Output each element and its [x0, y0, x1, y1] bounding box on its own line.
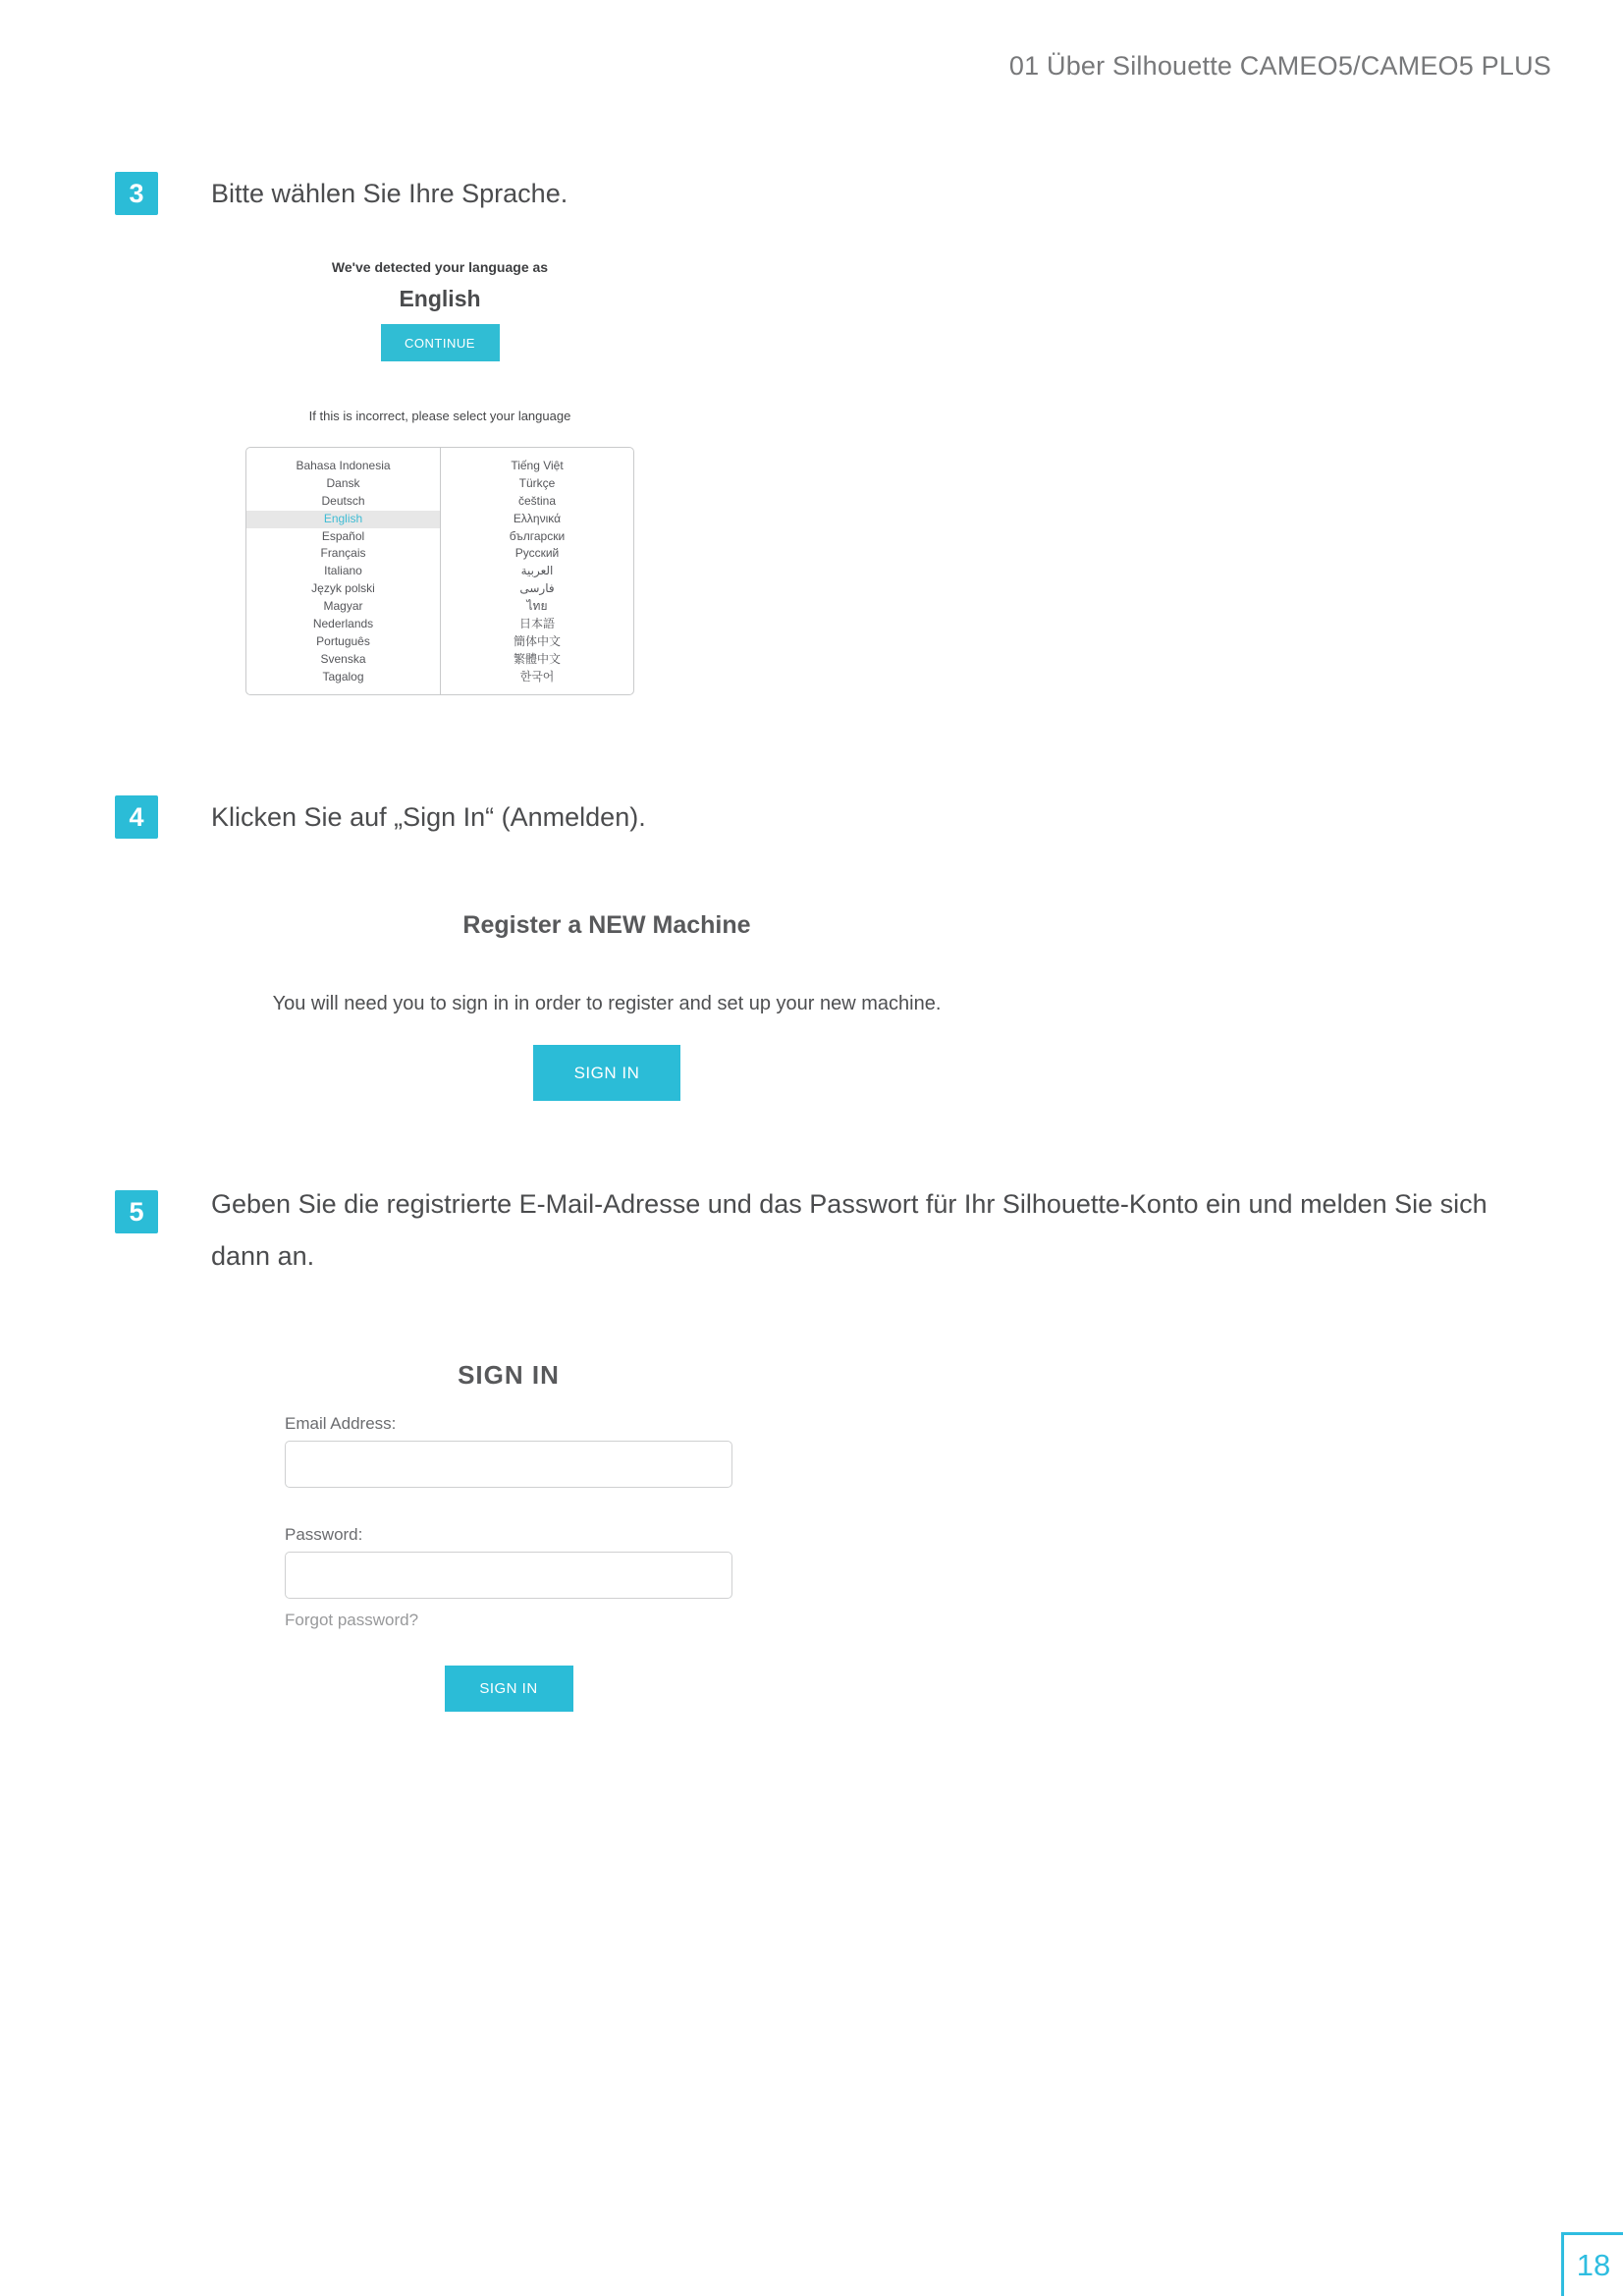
language-option[interactable]: فارسی [519, 581, 555, 596]
register-sign-in-button[interactable]: SIGN IN [533, 1045, 680, 1101]
signin-form-screenshot [285, 1360, 732, 1712]
email-field[interactable] [285, 1441, 732, 1488]
language-option[interactable]: Français [320, 546, 366, 561]
continue-button[interactable]: CONTINUE [381, 324, 500, 361]
step-3-badge: 3 [115, 172, 158, 215]
forgot-password-link[interactable]: Forgot password? [285, 1611, 419, 1629]
language-option[interactable]: Русский [514, 546, 560, 561]
language-column-right [440, 448, 633, 694]
email-label: Email Address: [285, 1414, 397, 1433]
language-option[interactable]: čeština [517, 493, 557, 508]
chapter-header: 01 Über Silhouette CAMEO5/CAMEO5 PLUS [1008, 51, 1551, 81]
language-option[interactable]: Tiếng Việt [511, 459, 564, 472]
language-option[interactable]: Język polski [311, 581, 375, 596]
register-title: Register a NEW Machine [462, 911, 751, 939]
incorrect-language-note: If this is incorrect, please select your language [308, 409, 571, 423]
password-label: Password: [285, 1525, 363, 1544]
register-subtitle: You will need you to sign in in order to register and set up your new machine. [272, 993, 942, 1014]
language-option[interactable]: български [509, 528, 566, 543]
language-option[interactable]: 繁體中文 [513, 651, 561, 666]
language-option[interactable]: Türkçe [518, 475, 556, 490]
language-option[interactable]: 日本語 [518, 617, 555, 631]
form-sign-in-button[interactable]: SIGN IN [445, 1666, 573, 1712]
detected-language-label: We've detected your language as [331, 259, 549, 275]
language-option[interactable]: Ελληνικά [513, 511, 562, 525]
step-4-instruction: Klicken Sie auf „Sign In“ (Anmelden). [211, 802, 646, 832]
language-option[interactable]: Deutsch [321, 493, 365, 508]
step-5-badge: 5 [115, 1190, 158, 1233]
language-option[interactable]: 簡体中文 [513, 633, 561, 648]
language-option[interactable]: English [246, 511, 440, 528]
language-option[interactable]: Svenska [320, 651, 366, 666]
page-number: 18 [1576, 2248, 1611, 2282]
detected-language-name: English [399, 286, 481, 311]
step-4-badge: 4 [115, 795, 158, 839]
language-option[interactable]: Português [316, 633, 370, 648]
step-3-instruction: Bitte wählen Sie Ihre Sprache. [211, 179, 568, 208]
language-dialog-screenshot [245, 259, 634, 695]
language-option[interactable]: ไทย [526, 599, 548, 614]
password-field[interactable] [285, 1552, 732, 1599]
page-number-frame [1561, 2232, 1623, 2296]
language-column-left [246, 448, 440, 694]
language-option[interactable]: Italiano [324, 564, 362, 578]
language-option[interactable]: Nederlands [312, 617, 374, 631]
signin-form-title: SIGN IN [458, 1360, 560, 1390]
language-option[interactable]: Español [321, 528, 365, 543]
language-option[interactable]: 한국어 [519, 669, 555, 683]
language-option[interactable]: Magyar [323, 599, 363, 614]
language-option[interactable]: Dansk [326, 475, 360, 490]
language-option[interactable]: العربية [520, 564, 554, 578]
language-option[interactable]: Tagalog [322, 669, 364, 683]
register-dialog-screenshot [236, 911, 978, 1101]
language-option[interactable]: Bahasa Indonesia [296, 459, 391, 472]
language-selection-table [245, 447, 634, 695]
step-5-instruction: Geben Sie die registrierte E-Mail-Adresse und das Passwort für Ihr Silhouette-Konto ein und melden Sie sich dann an. [211, 1189, 1488, 1271]
